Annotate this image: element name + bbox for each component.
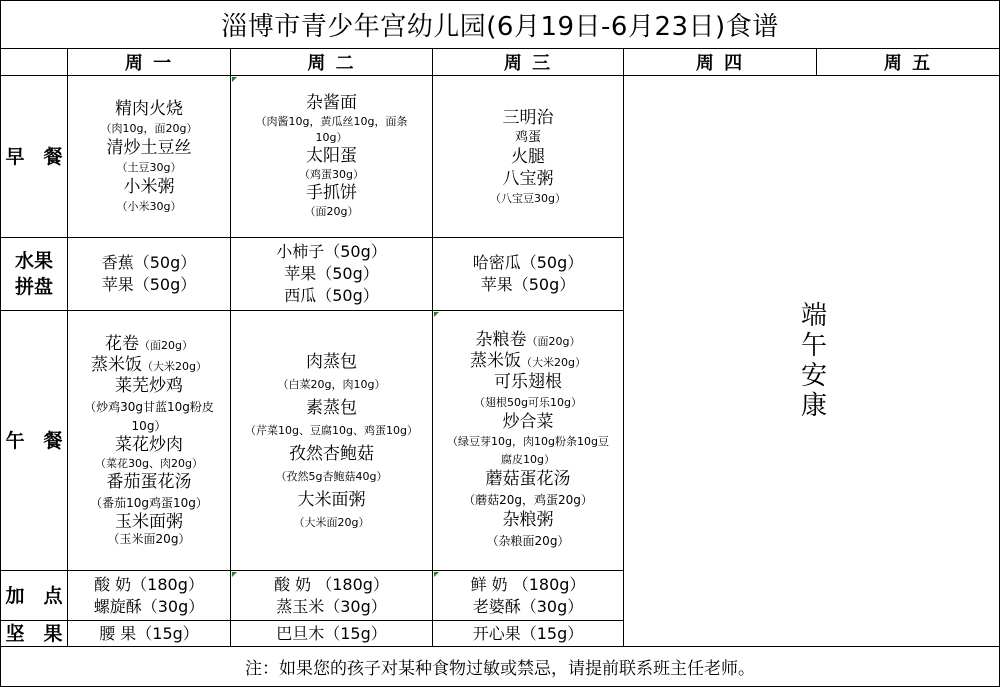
menu-item-detail: （孜然5g杏鲍菇40g） [275, 469, 388, 483]
menu-item-detail: （面20g） [526, 335, 581, 348]
header-tuesday: 周 二 [231, 49, 433, 76]
fruit-tuesday [231, 238, 433, 311]
menu-item: 菜花炒肉 [115, 435, 183, 455]
lunch-wednesday [433, 311, 624, 571]
fruit-monday [68, 238, 231, 311]
menu-item: 素蒸包 [306, 397, 357, 418]
menu-item: 八宝粥 [502, 168, 554, 189]
menu-item: 炒合菜 [502, 412, 554, 432]
allergy-note: 注：如果您的孩子对某种食物过敏或禁忌，请提前联系班主任老师。 [245, 659, 755, 679]
menu-item: 酸 奶 （180g） [274, 574, 389, 594]
row-label-nuts: 坚 果 [1, 621, 68, 647]
menu-item-detail: （面20g） [304, 205, 359, 218]
menu-item: 花卷 [105, 334, 139, 354]
menu-item: 大米面粥 [297, 489, 366, 510]
menu-item: 鲜 奶 （180g） [470, 574, 586, 594]
nuts-monday [68, 621, 231, 647]
menu-item-detail: （白菜20g，肉10g） [277, 377, 386, 391]
menu-item: 玉米面粥 [115, 512, 183, 532]
menu-item-detail: （芹菜10g、豆腐10g、鸡蛋10g） [245, 423, 418, 437]
lunch-monday [68, 311, 231, 571]
header-thursday: 周 四 [624, 49, 817, 76]
menu-item: 精肉火烧 [115, 99, 183, 119]
header-monday: 周 一 [68, 49, 231, 76]
row-label-lunch: 午 餐 [1, 311, 68, 571]
menu-item-detail: （肉酱10g，黄瓜丝10g，面条 [255, 115, 408, 128]
menu-item: 莱芜炒鸡 [115, 376, 183, 396]
menu-item: 西瓜（50g） [284, 286, 379, 305]
menu-item: 苹果（50g） [480, 275, 576, 294]
menu-item: 清炒土豆丝 [106, 138, 192, 158]
menu-item-detail: （鸡蛋30g） [299, 168, 364, 181]
header-friday: 周 五 [817, 49, 999, 76]
menu-item-detail: 10g） [315, 131, 348, 144]
menu-item-detail: （翅根50g可乐10g） [474, 396, 582, 409]
menu-item-detail: （番茄10g鸡蛋10g） [90, 496, 208, 510]
menu-item: 杂粮卷 [475, 330, 527, 350]
menu-item: 鸡蛋 [514, 129, 541, 145]
breakfast-monday [68, 76, 231, 238]
menu-item: 太阳蛋 [306, 146, 357, 166]
menu-item: 香蕉（50g） [101, 253, 197, 272]
row-label-breakfast: 早 餐 [1, 76, 68, 238]
breakfast-wednesday [433, 76, 624, 238]
cell-corner-mark [232, 77, 237, 82]
holiday-cell [624, 76, 999, 647]
snack-wednesday [433, 571, 624, 621]
menu-item-detail: 10g） [131, 419, 167, 433]
menu-item: 手抓饼 [306, 183, 357, 203]
header-wednesday: 周 三 [433, 49, 624, 76]
header-corner [1, 49, 68, 76]
menu-item-detail: （土豆30g） [116, 161, 182, 174]
nuts-wednesday [433, 621, 624, 647]
fruit-wednesday [433, 238, 624, 311]
menu-item-detail: （玉米面20g） [107, 532, 191, 546]
cell-corner-mark [434, 312, 439, 317]
menu-item-detail: （大米面20g） [293, 515, 370, 529]
menu-item: 腰 果（15g） [99, 623, 199, 643]
menu-item: 蘑菇蛋花汤 [485, 469, 571, 489]
menu-item: 开心果（15g） [472, 623, 584, 643]
menu-item-detail: （杂粮面20g） [486, 534, 570, 548]
snack-monday [68, 571, 231, 621]
menu-item: 杂酱面 [306, 93, 357, 113]
menu-item: 酸 奶（180g） [94, 574, 204, 594]
menu-item: 三明治 [502, 107, 554, 128]
menu-item: 肉蒸包 [306, 351, 357, 372]
menu-item: 可乐翅根 [494, 372, 562, 392]
row-label-snack: 加 点 [1, 571, 68, 621]
menu-item: 苹果（50g） [101, 275, 197, 294]
menu-item-detail: （蘑菇20g，鸡蛋20g） [463, 493, 593, 507]
breakfast-tuesday [231, 76, 433, 238]
menu-item-detail: （大米20g） [521, 356, 586, 369]
menu-item: 番茄蛋花汤 [106, 472, 192, 492]
menu-item: 巴旦木（15g） [276, 623, 387, 643]
row-label-fruit: 水果 拼盘 [1, 238, 68, 311]
menu-item-detail: 腐皮10g） [501, 453, 555, 466]
menu-item: 哈密瓜（50g） [472, 253, 584, 272]
cell-corner-mark [232, 572, 237, 577]
menu-item-detail: （炒鸡30g甘蓝10g粉皮 [84, 400, 214, 414]
menu-item-detail: （面20g） [139, 339, 193, 352]
menu-item-detail: （肉10g，面20g） [100, 122, 198, 135]
snack-tuesday [231, 571, 433, 621]
menu-item-detail: （绿豆芽10g，肉10g粉条10g豆 [447, 435, 609, 448]
menu-item-detail: （八宝豆30g） [490, 191, 566, 205]
cell-corner-mark [434, 572, 439, 577]
menu-item: 蒸米饭 [91, 355, 142, 375]
menu-item: 苹果（50g） [284, 264, 379, 283]
menu-item-detail: （大米20g） [142, 360, 207, 373]
menu-item: 螺旋酥（30g） [93, 596, 205, 616]
lunch-tuesday [231, 311, 433, 571]
menu-item: 孜然杏鲍菇 [289, 443, 374, 464]
menu-item: 火腿 [511, 146, 545, 167]
menu-title: 淄博市青少年宫幼儿园(6月19日-6月23日)食谱 [1, 1, 999, 49]
nuts-tuesday [231, 621, 433, 647]
menu-item-detail: （菜花30g、肉20g） [95, 457, 203, 470]
menu-item: 小柿子（50g） [276, 242, 387, 261]
holiday-greeting: 端午安康 [796, 301, 827, 421]
menu-item: 老婆酥（30g） [472, 596, 584, 616]
menu-item-detail: （小米30g） [116, 200, 182, 213]
menu-item: 小米粥 [123, 177, 175, 197]
menu-item: 蒸米饭 [470, 351, 521, 371]
menu-item: 蒸玉米（30g） [276, 596, 387, 616]
menu-item: 杂粮粥 [502, 510, 554, 530]
